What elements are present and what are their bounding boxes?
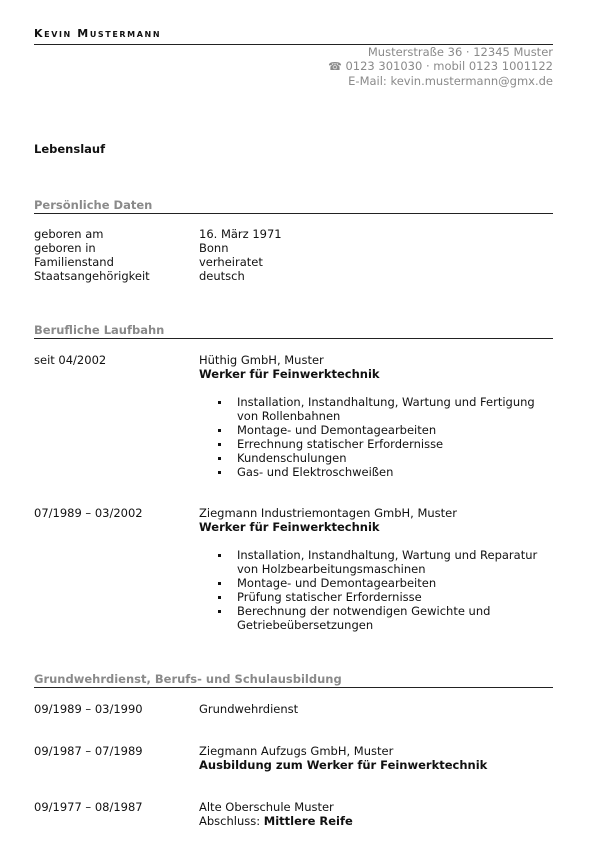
education-date: 09/1977 – 08/1987 bbox=[34, 800, 143, 814]
document-title: Lebenslauf bbox=[34, 142, 106, 156]
education-line: Grundwehrdienst bbox=[199, 702, 299, 716]
task-item: Berechnung der notwendigen Gewichte und Getriebeübersetzungen bbox=[199, 604, 547, 632]
applicant-name: Kevin Mustermann bbox=[34, 27, 162, 40]
task-list bbox=[199, 395, 559, 479]
task-list bbox=[199, 548, 559, 632]
contact-block bbox=[328, 45, 553, 88]
task-item: Gas- und Elektroschweißen bbox=[199, 465, 547, 479]
email: E-Mail: kevin.mustermann@gmx.de bbox=[348, 74, 553, 88]
personal-label: geboren in bbox=[34, 241, 96, 255]
personal-label: Familienstand bbox=[34, 255, 114, 269]
task-item: Montage- und Demontagearbeiten bbox=[199, 423, 547, 437]
education-entry bbox=[199, 800, 559, 828]
education-degree-line bbox=[199, 814, 559, 828]
personal-value: deutsch bbox=[199, 269, 245, 283]
section-heading-career: Berufliche Laufbahn bbox=[34, 323, 553, 339]
address: Musterstraße 36 · 12345 Muster bbox=[367, 45, 553, 59]
education-entry bbox=[199, 702, 559, 716]
phone-line bbox=[328, 59, 553, 74]
education-qualification: Ausbildung zum Werker für Feinwerktechnik bbox=[199, 758, 488, 772]
task-item: Prüfung statischer Erfordernisse bbox=[199, 590, 547, 604]
education-date: 09/1989 – 03/1990 bbox=[34, 702, 143, 716]
section-heading-personal: Persönliche Daten bbox=[34, 198, 553, 214]
personal-label: Staatsangehörigkeit bbox=[34, 269, 150, 283]
task-item: Installation, Instandhaltung, Wartung und Reparatur von Holzbearbeitungsmaschinen bbox=[199, 548, 547, 576]
job-company: Hüthig GmbH, Muster bbox=[199, 353, 324, 367]
job-company: Ziegmann Industriemontagen GmbH, Muster bbox=[199, 506, 457, 520]
section-heading-education: Grundwehrdienst, Berufs- und Schulausbildung bbox=[34, 672, 553, 688]
task-item: Errechnung statischer Erfordernisse bbox=[199, 437, 547, 451]
task-item: Montage- und Demontagearbeiten bbox=[199, 576, 547, 590]
job-date: seit 04/2002 bbox=[34, 353, 107, 367]
education-entry bbox=[199, 744, 559, 772]
personal-value: 16. März 1971 bbox=[199, 227, 282, 241]
personal-label: geboren am bbox=[34, 227, 104, 241]
phone-numbers: 0123 301030 · mobil 0123 1001122 bbox=[345, 59, 553, 73]
job-position: Werker für Feinwerktechnik bbox=[199, 367, 380, 381]
personal-value: verheiratet bbox=[199, 255, 263, 269]
education-line: Ziegmann Aufzugs GmbH, Muster bbox=[199, 744, 394, 758]
phone-icon: ☎ bbox=[328, 60, 342, 73]
degree-label: Abschluss: bbox=[199, 814, 264, 828]
job-position: Werker für Feinwerktechnik bbox=[199, 520, 380, 534]
task-item: Kundenschulungen bbox=[199, 451, 547, 465]
personal-value: Bonn bbox=[199, 241, 229, 255]
job-date: 07/1989 – 03/2002 bbox=[34, 506, 143, 520]
education-line: Alte Oberschule Muster bbox=[199, 800, 334, 814]
degree-value: Mittlere Reife bbox=[263, 814, 353, 828]
job-entry bbox=[199, 353, 559, 479]
job-entry bbox=[199, 506, 559, 632]
task-item: Installation, Instandhaltung, Wartung und Fertigung von Rollenbahnen bbox=[199, 395, 547, 423]
education-date: 09/1987 – 07/1989 bbox=[34, 744, 143, 758]
